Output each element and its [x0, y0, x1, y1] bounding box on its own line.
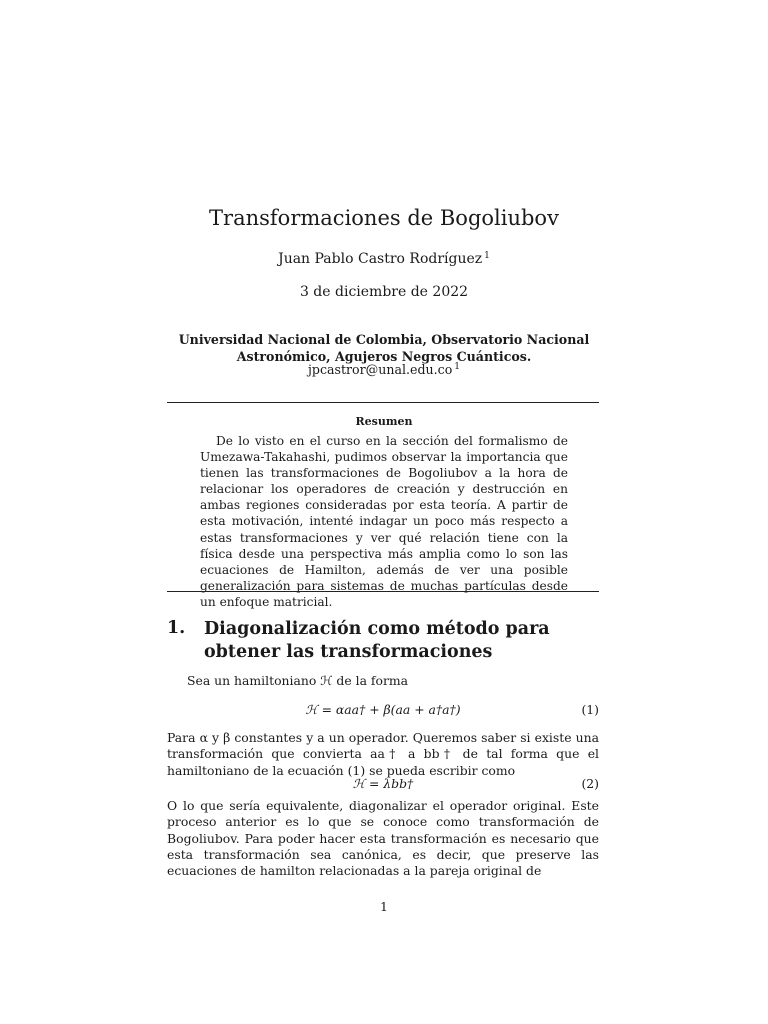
- paper-title: Transformaciones de Bogoliubov: [209, 206, 559, 230]
- abstract-top-rule: [167, 402, 599, 403]
- abstract-text: De lo visto en el curso en la sección del formalismo de Umezawa-Takahashi, pudimos observar la importancia que tienen las transformaciones de Bogoliubov a la hora de relacionar los operadores de creación y destrucción en ambas regiones consideradas por esta teoría. A partir de esta motivación, intenté indagar un poco más respecto a estas transformaciones y ver qué relación tiene con la física desde una perspectiva más amplia como lo son las ecuaciones de Hamilton, además de ver una posible generalización para sistemas de muchas partículas desde un enfoque matricial.: [200, 434, 568, 609]
- author-footnote-mark: 1: [484, 251, 490, 261]
- page-number: 1: [380, 899, 388, 914]
- equation-1-expression: ℋ = αaa† + β(aa + a†a†): [305, 702, 461, 717]
- paragraph-3: O lo que sería equivalente, diagonalizar el operador original. Este proceso anterior es lo que se conoce como transformación de Bogoliubov. Para poder hacer esta transformación es necesario que esta transformación sea canónica, es decir, que preserve las ecuaciones de hamilton relacionadas a la pareja original de: [167, 798, 599, 879]
- email-address: jpcastror@unal.edu.co: [307, 362, 453, 377]
- email-footnote-mark: 1: [454, 362, 461, 372]
- equation-2-expression: ℋ = λbb†: [352, 776, 414, 791]
- paragraph-1: Sea un hamiltoniano ℋ de la forma: [187, 673, 409, 688]
- affiliation-line-1: Universidad Nacional de Colombia, Observatorio Nacional: [178, 332, 590, 347]
- email-line: [0, 362, 768, 377]
- equation-2-number: (2): [581, 776, 599, 791]
- author-line: [0, 251, 768, 267]
- affiliation-line-2: Astronómico, Agujeros Negros Cuánticos.: [236, 349, 532, 364]
- equation-1: [167, 702, 599, 720]
- section-title: Diagonalización como método para obtener las transformaciones: [204, 619, 550, 662]
- affiliation: [0, 331, 768, 365]
- equation-1-number: (1): [581, 702, 599, 717]
- author-name: Juan Pablo Castro Rodríguez: [278, 251, 483, 267]
- paragraph-2: Para α y β constantes y a un operador. Queremos saber si existe una transformación que convierta aa† a bb† de tal forma que el hamiltoniano de la ecuación (1) se pueda escribir como: [167, 730, 599, 778]
- abstract-heading: Resumen: [355, 415, 413, 428]
- section-number: 1.: [167, 618, 186, 638]
- equation-2: [167, 776, 599, 794]
- abstract-bottom-rule: [167, 591, 599, 592]
- paper-date: 3 de diciembre de 2022: [299, 284, 469, 300]
